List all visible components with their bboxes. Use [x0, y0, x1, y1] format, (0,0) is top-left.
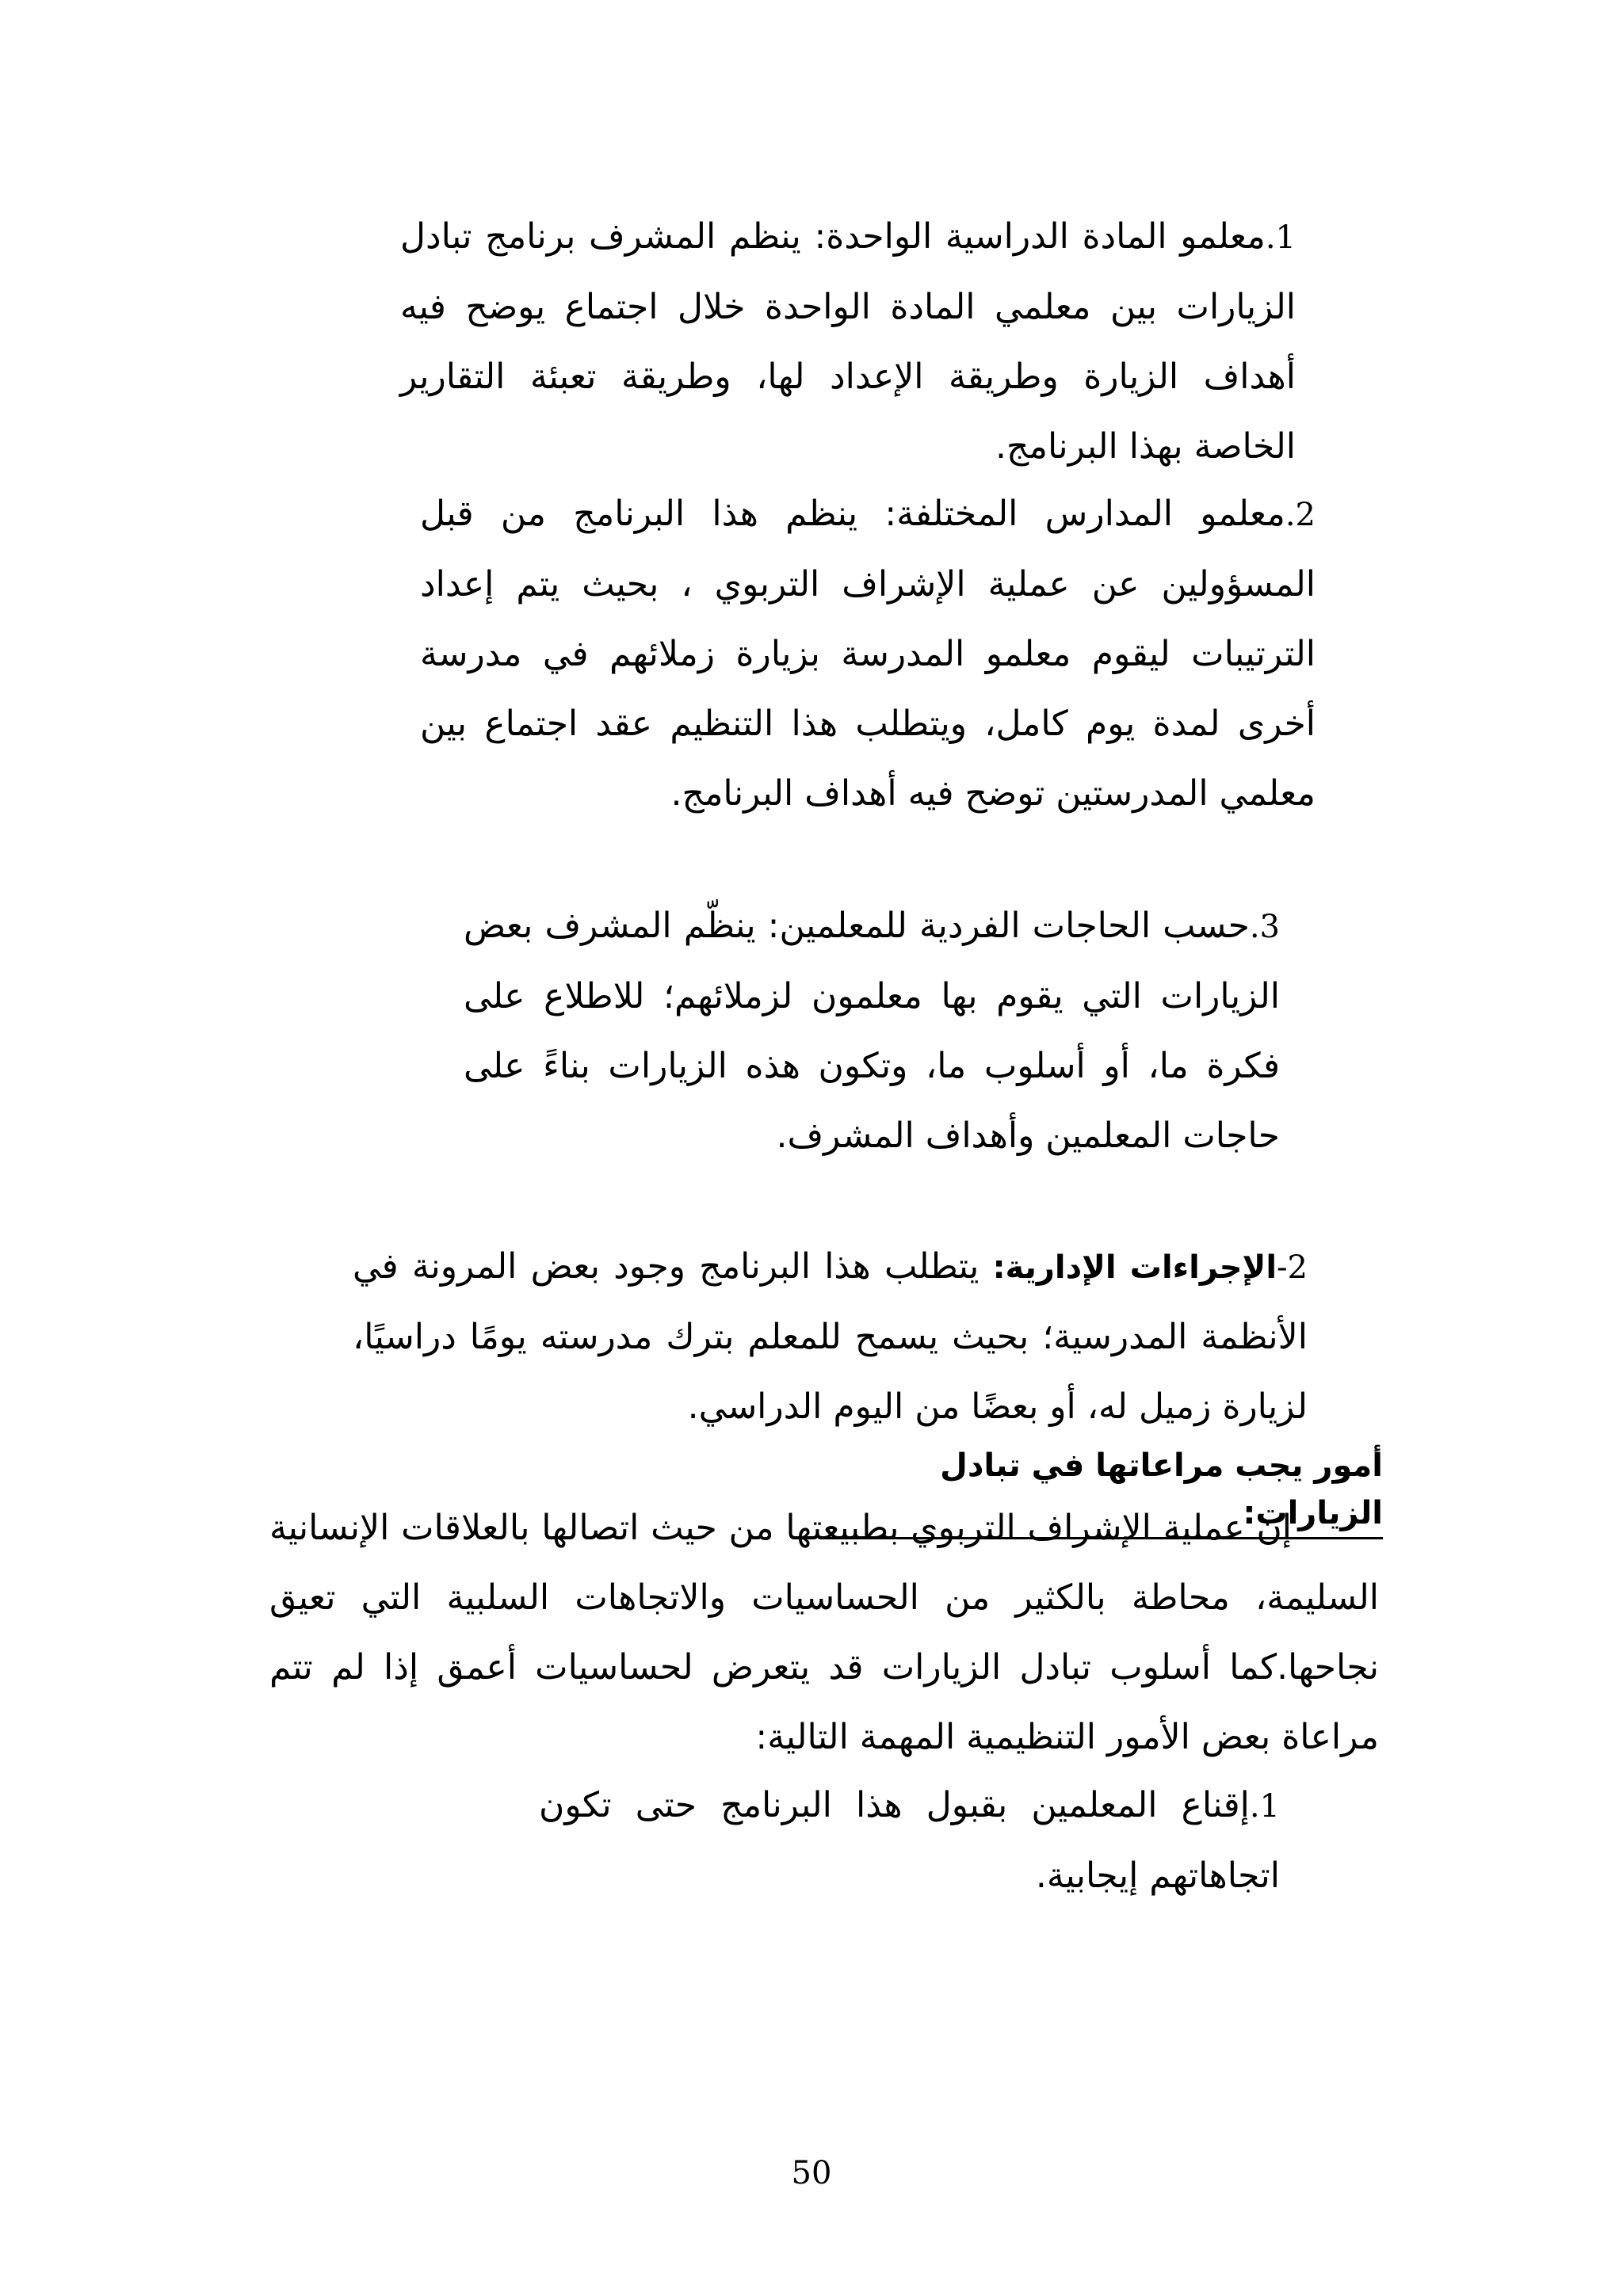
list-item-text: حسب الحاجات الفردية للمعلمين: ينظّم المشرف بعض الزيارات التي يقوم بها معلمون لزملائهم؛ للاطلاع على فكرة ما، أو أسلوب ما، وتكون هذه الزيارات بناءً على حاجات المعلمين وأهداف المشرف.: [464, 906, 1280, 1156]
list-item-teachers-same-subject: [400, 202, 1296, 482]
list-number: 1.: [1265, 219, 1296, 256]
list-item-teachers-different-schools: [420, 479, 1316, 829]
list-item-text: إقناع المعلمين بقبول هذا البرنامج حتى تكون اتجاهاتهم إيجابية.: [539, 1785, 1280, 1896]
list-number: 2-: [1277, 1249, 1308, 1286]
page-number: 50: [791, 2155, 832, 2191]
section-heading: أمور يجب مراعاتها في تبادل الزيارات:: [824, 1442, 1383, 1539]
list-item-convince-teachers: [539, 1771, 1280, 1911]
list-item-term: الإجراءات الإدارية:: [992, 1249, 1277, 1286]
list-number: 2.: [1285, 497, 1316, 533]
list-item-text: معلمو المدارس المختلفة: ينظم هذا البرنامج من قبل المسؤولين عن عملية الإشراف التربوي ، بحيث يتم إعداد الترتيبات ليقوم معلمو المدرسة بزيارة زملائهم في مدرسة أخرى لمدة يوم كامل، ويتطلب هذا التنظيم عقد اجتماع بين معلمي المدرستين توضح فيه أهداف البرنامج.: [420, 494, 1316, 814]
list-number: 1.: [1249, 1788, 1280, 1825]
list-item-administrative-procedures: [353, 1232, 1308, 1442]
list-item-text: معلمو المادة الدراسية الواحدة: ينظم المشرف برنامج تبادل الزيارات بين معلمي المادة الواحدة خلال اجتماع يوضح فيه أهداف الزيارة وطريقة الإعداد لها، وطريقة تعبئة التقارير الخاصة بهذا البرنامج.: [400, 216, 1296, 467]
body-paragraph: إن عملية الإشراف التربوي بطبيعتها من حيث اتصالها بالعلاقات الإنسانية السليمة، محاطة بالكثير من الحساسيات والاتجاهات السلبية التي تعيق نجاحها.كما أسلوب تبادل الزيارات قد يتعرض لحساسيات أعمق إذا لم تتم مراعاة بعض الأمور التنظيمية المهمة التالية:: [269, 1508, 1379, 1757]
list-item-individual-needs: [464, 891, 1280, 1171]
list-number: 3.: [1249, 909, 1280, 945]
list-item-text: يتطلب هذا البرنامج وجود بعض المرونة في الأنظمة المدرسية؛ بحيث يسمح للمعلم بترك مدرسته يومًا دراسيًا، لزيارة زميل له، أو بعضًا من اليوم الدراسي.: [353, 1246, 1308, 1427]
